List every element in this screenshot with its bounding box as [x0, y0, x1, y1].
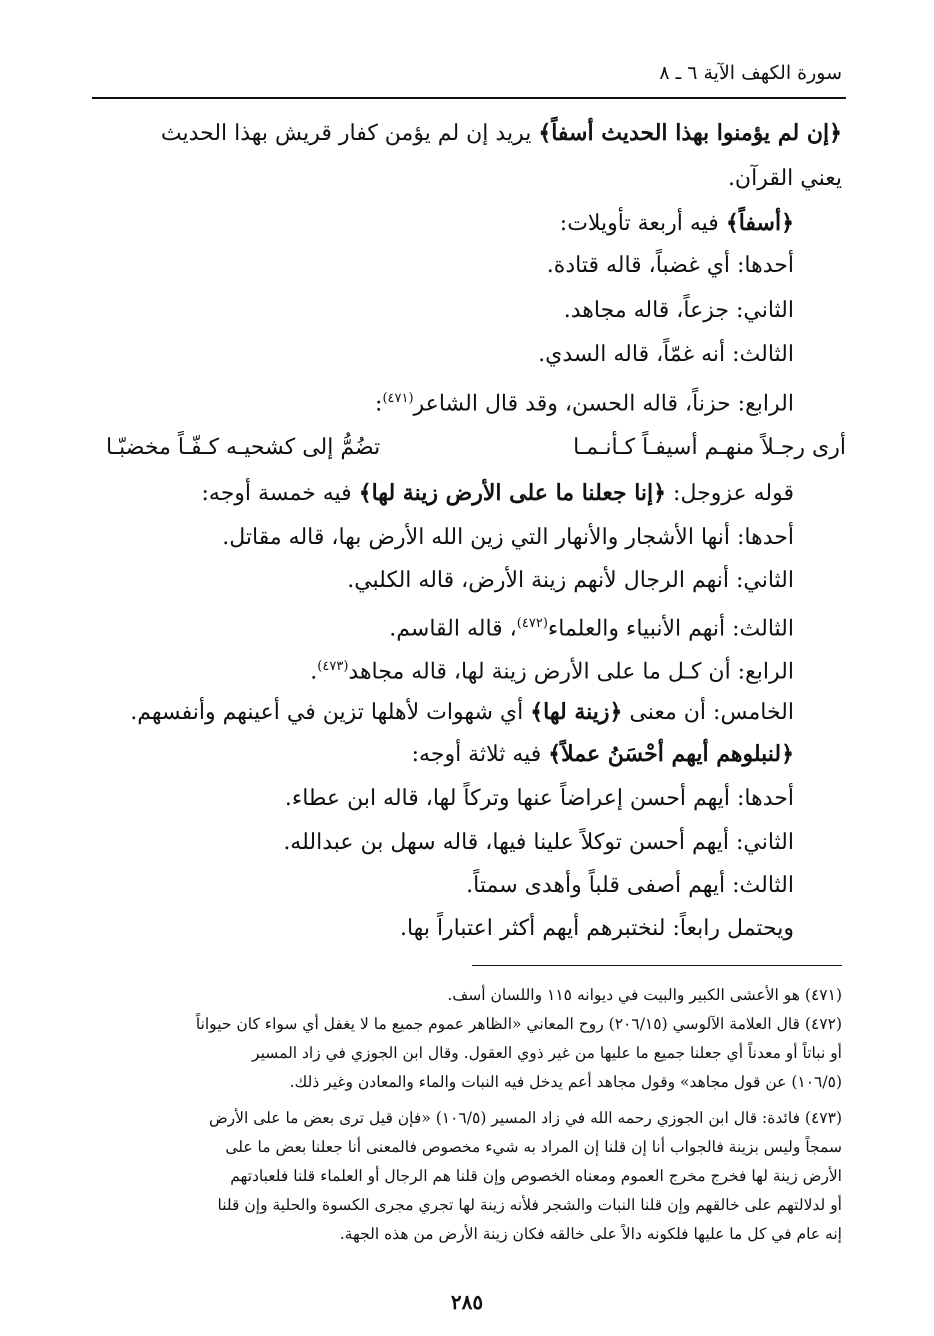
- quran-quote: ﴿أسفاً﴾: [725, 210, 794, 236]
- text-span: :: [375, 391, 383, 417]
- text-line-15: أحدها: أيهم أحسن إعراضاً عنها وتركاً لها، قاله ابن عطاء.: [284, 786, 794, 811]
- text-span: يريد إن لم يؤمن كفار قريش بهذا الحديث: [160, 121, 539, 146]
- text-span: قوله عزوجل:: [666, 481, 794, 506]
- poetry-verse: [92, 430, 846, 466]
- text-span: فيه خمسة أوجه:: [201, 481, 359, 506]
- text-line-3: [560, 208, 794, 239]
- text-span: أي شهوات لأهلها تزين في أعينهم وأنفسهم.: [130, 700, 531, 725]
- footnote-473-line-3: الأرض زينة لها فخرج مخرج العموم ومعناه الخصوص وإن قلنا هم الرجال أو العلماء قلنا فلعبادتهم: [230, 1167, 842, 1185]
- footnote-472-line-3: (١٠٦/٥) عن قول مجاهد» وقول مجاهد أعم يدخل فيه النبات والماء والمعادن وغير ذلك.: [289, 1073, 842, 1091]
- quran-quote: ﴿لنبلوهم أيهم أحْسَنُ عملاً﴾: [548, 741, 794, 767]
- footnote-ref-472[interactable]: (٤٧٢): [516, 616, 548, 631]
- text-line-17: الثالث: أيهم أصفى قلباً وأهدى سمتاً.: [466, 873, 794, 898]
- text-line-10: الثاني: أنهم الرجال لأنهم زينة الأرض، قاله الكلبي.: [347, 568, 794, 593]
- text-line-18: ويحتمل رابعاً: لنختبرهم أيهم أكثر اعتباراً بها.: [399, 916, 794, 941]
- text-line-9: أحدها: أنها الأشجار والأنهار التي زين الله الأرض بها، قاله مقاتل.: [222, 525, 794, 550]
- footnote-473-line-4: أو لدلالتهم على خالقهم وإن قلنا النبات والشجر فلأنه زينة لها تجري مجرى الكسوة والحلية وإن قلنا: [217, 1196, 842, 1214]
- footnote-473-line-5: إنه عام في كل ما عليها فلكونه دالاً على خالقه فكان زينة الأرض من هذه الجهة.: [339, 1225, 842, 1243]
- footnote-ref-473[interactable]: (٤٧٣): [317, 659, 349, 674]
- text-line-8: [201, 478, 794, 509]
- text-line-12: [310, 652, 794, 687]
- quran-quote: ﴿زينة لها﴾: [530, 699, 623, 725]
- verse-first-hemistich: أرى رجـلاً منهـم أسيفـاً كـأنـمـا: [573, 435, 846, 460]
- text-line-14: [412, 739, 794, 770]
- text-span: الرابع: حزناً، قاله الحسن، وقد قال الشاعر: [413, 391, 794, 417]
- text-line-16: الثاني: أيهم أحسن توكلاً علينا فيها، قاله سهل بن عبدالله.: [283, 830, 794, 855]
- footnote-separator: [472, 965, 842, 966]
- text-span: ، قاله القاسم.: [389, 616, 517, 642]
- footnote-471: (٤٧١) هو الأعشى الكبير والبيت في ديوانه ١١٥ واللسان أسف.: [447, 986, 842, 1004]
- text-line-13: [130, 697, 794, 728]
- footnote-473-line-1: (٤٧٣) فائدة: قال ابن الجوزي رحمه الله في زاد المسير (١٠٦/٥) «فإن قيل ترى بعض ما على الأرض: [208, 1109, 842, 1127]
- header-rule: [92, 97, 846, 99]
- text-span: فيه ثلاثة أوجه:: [411, 742, 549, 767]
- text-line-5: الثاني: جزعاً، قاله مجاهد.: [563, 298, 794, 323]
- running-head: سورة الكهف الآية ٦ ـ ٨: [659, 62, 842, 84]
- quran-quote: ﴿إن لم يؤمنوا بهذا الحديث أسفاً﴾: [538, 120, 842, 146]
- text-line-7: [375, 384, 794, 419]
- text-span: الرابع: أن كـل ما على الأرض زينة لها، قاله مجاهد: [348, 659, 794, 685]
- text-span: فيه أربعة تأويلات:: [559, 211, 726, 236]
- text-span: الثالث: أنهم الأنبياء والعلماء: [547, 616, 794, 642]
- quran-quote: ﴿إنا جعلنا ما على الأرض زينة لها﴾: [358, 480, 667, 506]
- text-span: الخامس: أن معنى: [622, 700, 794, 725]
- text-line-11: [389, 609, 794, 644]
- verse-second-hemistich: تضُمُّ إلى كشحيـه كـفّـاً مخضبّـا: [106, 435, 381, 460]
- text-line-1: [161, 118, 842, 149]
- footnote-ref-471[interactable]: (٤٧١): [382, 391, 414, 406]
- footnote-472-line-1: (٤٧٢) قال العلامة الآلوسي (٢٠٦/١٥) روح المعاني «الظاهر عموم جميع ما لا يغفل أي سواء كان حيواناً: [195, 1015, 842, 1033]
- footnote-473-line-2: سمجاً وليس بزينة فالجواب أنا إن قلنا إن المراد به شيء مخصوص فالمعنى أنا جعلنا بعض ما على: [225, 1138, 842, 1156]
- text-line-4: أحدها: أي غضباً، قاله قتادة.: [546, 253, 794, 278]
- footnote-472-line-2: أو نباتاً أو معدناً أي جعلنا جميع ما عليها من غير ذوي العقول. وقال ابن الجوزي في زاد المسير: [252, 1044, 842, 1062]
- text-span: .: [310, 659, 318, 685]
- page-number: ٢٨٥: [450, 1290, 484, 1314]
- text-line-6: الثالث: أنه غمّاً، قاله السدي.: [538, 342, 794, 367]
- text-line-2: يعني القرآن.: [727, 166, 842, 191]
